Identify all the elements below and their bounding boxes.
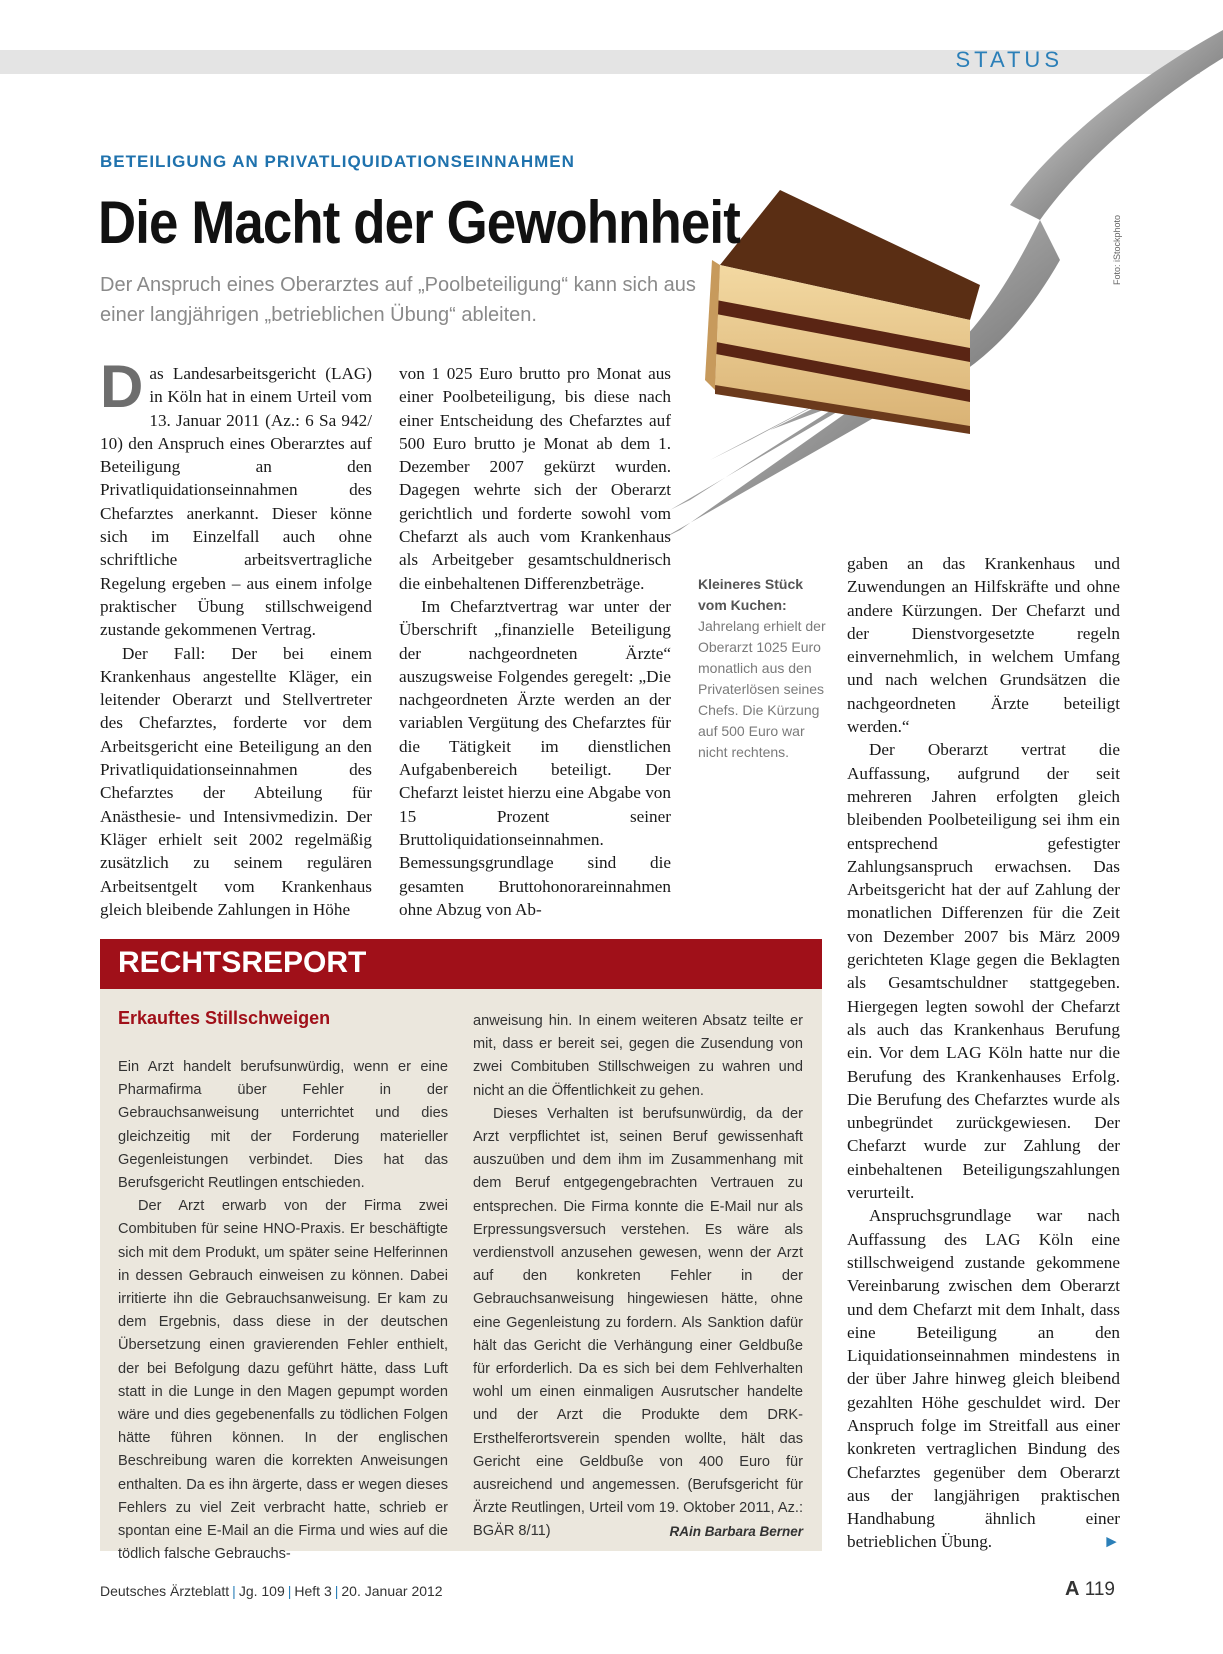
journal-issue: Heft 3 xyxy=(294,1583,332,1599)
fork-handle xyxy=(1010,30,1223,220)
article-column-1 xyxy=(100,353,372,921)
article-column-2 xyxy=(399,362,671,921)
article-column-4 xyxy=(847,552,1120,1554)
rechtsreport-heading: Erkauftes Stillschweigen xyxy=(118,1008,331,1028)
page-number-value: 119 xyxy=(1084,1579,1115,1600)
article-kicker: BETEILIGUNG AN PRIVATLIQUIDATIONSEINNAHMEN xyxy=(100,152,575,171)
journal-name: Deutsches Ärzteblatt xyxy=(100,1583,230,1599)
page-footer: Deutsches Ärzteblatt | Jg. 109 | Heft 3 | 20. Januar 2012 xyxy=(100,1583,443,1599)
journal-date: 20. Januar 2012 xyxy=(341,1583,443,1599)
paragraph: gaben an das Krankenhaus und Zuwendungen an Hilfskräfte und ohne andere Kürzungen. Der Chefarzt und der Dienstvorgesetzte regeln einvernehmlich, in welchem Umfang und nach welchen Grundsätzen die nachgeordneten Ärzte beteiligt werden.“ xyxy=(847,554,1120,737)
section-label: STATUS xyxy=(955,47,1063,72)
rechtsreport-column-2 xyxy=(473,1010,803,1544)
paragraph: Dieses Verhalten ist berufsunwürdig, da der Arzt verpflichtet ist, seinen Beruf gewissenhaft auszuüben und dem ihm im Zusammenhang mit dem Beruf entgegengebrachten Vertrauen zu entsprechen. Die Firma konnte die E-Mail nur als Erpressungsversuch verstehen. Es wäre als verdienstvoll anzusehen gewesen, wenn der Arzt auf den konkreten Fehler in der Gebrauchsanweisung hingewiesen hätte, ohne eine Gegenleistung zu fordern. Als Sanktion dafür hält das Gericht die Verhängung einer Geldbuße für erforderlich. Da es sich bei dem Fehlverhalten wohl um einen einmaligen Ausrutscher handelte und der Arzt die Produkte dem DRK-Ersthelferortsverein spenden wollte, hält das Gericht eine Geldbuße von 400 Euro für ausreichend und angemessen. (Berufsgericht für Ärzte Reutlingen, Urteil vom 19. Oktober 2011, Az.: BGÄR 8/11) RAin Barbara Berner xyxy=(473,1103,803,1544)
caption-text: Jahrelang erhielt der Oberarzt 1025 Euro monatlich aus den Privaterlösen seines Chefs. Die Kürzung auf 500 Euro war nicht rechtens. xyxy=(698,618,826,760)
paragraph: Anspruchsgrundlage war nach Auffassung des LAG Köln eine stillschweigend zustande gekommene Vereinbarung zwischen dem Oberarzt und dem Chefarzt mit dem Inhalt, dass eine Beteiligung an den Liquidationseinnahmen mindestens in der über Jahre hinweg gleich bleibend gezahlten Höhe geschuldet wird. Der Anspruch folge im Streitfall aus einer konkreten vertraglichen Bindung des Chefarztes gegenüber dem Oberarzt aus der langjährigen praktischen Handhabung ähnlich einer betrieblichen Übung. ► xyxy=(847,1204,1120,1553)
rechtsreport-column-1 xyxy=(118,1056,448,1566)
paragraph: von 1 025 Euro brutto pro Monat aus einer Poolbeteiligung, bis diese nach einer Entscheidung des Chefarztes auf 500 Euro brutto je Monat ab dem 1. Dezember 2007 gekürzt wurden. Dagegen wehrte sich der Oberarzt gerichtlich und forderte sowohl vom Chefarzt als auch vom Krankenhaus als Arbeitgeber gesamtschuldnerisch die einbehaltenen Differenzbeträge. xyxy=(399,364,671,593)
drop-cap: D xyxy=(100,353,144,420)
image-caption xyxy=(698,574,828,763)
paragraph: Ein Arzt handelt berufsunwürdig, wenn er eine Pharmafirma über Fehler in der Gebrauchsanweisung unterrichtet und dies gleichzeitig mit der Forderung materieller Gegenleistungen verbindet. Dies hat das Berufsgericht Reutlingen entschieden. xyxy=(118,1059,448,1192)
article-subtitle: Der Anspruch eines Oberarztes auf „Poolbeteiligung“ kann sich aus einer langjährigen „betrieblichen Übung“ ableiten. xyxy=(100,274,696,326)
paragraph: Der Arzt erwarb von der Firma zwei Combituben für seine HNO-Praxis. Er beschäftigte sich mit dem Produkt, um später seine Helferinnen in dessen Gebrauch einweisen zu können. Dabei irritierte ihn die Gebrauchsanweisung. Er kam zu dem Ergebnis, dass diese in der deutschen Übersetzung einen gravierenden Fehler enthielt, der bei Befolgung dazu geführt hätte, dass Luft statt in die Lunge in den Magen gepumpt worden wäre und dies gegebenenfalls zu tödlichen Folgen hätte führen können. In der englischen Beschreibung waren die korrekten Anweisungen enthalten. Da es ihn ärgerte, dass er wegen dieses Fehlers zu viel Zeit verbracht hatte, schrieb er spontan eine E-Mail an die Firma und wies auf die tödlich falsche Gebrauchs- xyxy=(118,1198,448,1563)
paragraph: Der Fall: Der bei einem Krankenhaus angestellte Kläger, ein leitender Oberarzt und Stellvertreter des Chefarztes, forderte vor dem Arbeitsgericht eine Beteiligung an den Privatliquidationseinnahmen des Chefarztes der Abteilung für Anästhesie- und Intensivmedizin. Der Kläger erhielt seit 2002 regelmäßig zusätzlich zu seinem regulären Arbeitsentgelt vom Krankenhaus gleich bleibende Zahlungen in Höhe xyxy=(100,643,372,919)
rechtsreport-title: RECHTSREPORT xyxy=(118,946,367,979)
photo-credit: Foto: iStockphoto xyxy=(1112,215,1122,286)
cake-slice xyxy=(705,190,980,434)
paragraph: Der Oberarzt vertrat die Auffassung, aufgrund der seit mehreren Jahren erfolgten gleich bleibenden Poolbeteiligung sei ihm ein entsprechend gefestigter Zahlungsanspruch erwachsen. Das Arbeitsgericht hat der auf Zahlung der monatlichen Differenzen für die Zeit von Dezember 2007 bis März 2009 gerichteten Klage gegen die Beklagten als Gesamtschuldner stattgegeben. Hiergegen legten sowohl der Chefarzt als auch das Krankenhaus Berufung ein. Vor dem LAG Köln hatte nur die Berufung des Krankenhauses Erfolg. Die Berufung des Chefarztes wurde als unbegründet zurückgewiesen. Der Chefarzt wurde zur Zahlung der einbehaltenen Beteiligungszahlungen verurteilt. xyxy=(847,740,1120,1203)
page-prefix: A xyxy=(1064,1578,1080,1600)
paragraph: Im Chefarztvertrag war unter der Überschrift „finanzielle Beteiligung der nachgeordneten Ärzte“ auszugsweise Folgendes geregelt: „Die nachgeordneten Ärzte werden an der variablen Vergütung des Chefarztes für die Tätigkeit im dienstlichen Aufgabenbereich beteiligt. Der Chefarzt leistet hierzu eine Abgabe von 15 Prozent seiner Bruttoliquidationseinnahmen. Bemessungsgrundlage sind die gesamten Bruttohonorareinnahmen ohne Abzug von Ab- xyxy=(399,596,671,919)
paragraph: Das Landesarbeitsgericht (LAG) in Köln hat in einem Urteil vom 13. Januar 2011 (Az.: 6 Sa 942/ 10) den Anspruch eines Oberarztes auf Beteiligung an den Privatliquidationseinnahmen des Chefarztes anerkannt. Dieser könne sich im Einzelfall auch ohne schriftliche arbeitsvertragliche Regelung ergeben – aus einem infolge praktischer Übung stillschweigend zustande gekommenen Vertrag. xyxy=(100,353,372,640)
report-author: RAin Barbara Berner xyxy=(669,1524,803,1540)
article-title: Die Macht der Gewohnheit xyxy=(98,189,740,256)
paragraph: anweisung hin. In einem weiteren Absatz teilte er mit, dass er bereit sei, gegen die Zusendung von zwei Combituben Stillschweigen zu wahren und nicht an die Öffentlichkeit zu gehen. xyxy=(473,1013,803,1099)
page-number xyxy=(1065,1578,1115,1601)
continue-arrow-icon: ► xyxy=(1102,1532,1120,1552)
journal-volume: Jg. 109 xyxy=(238,1583,285,1599)
caption-lead: Kleineres Stück vom Kuchen: xyxy=(698,576,804,613)
